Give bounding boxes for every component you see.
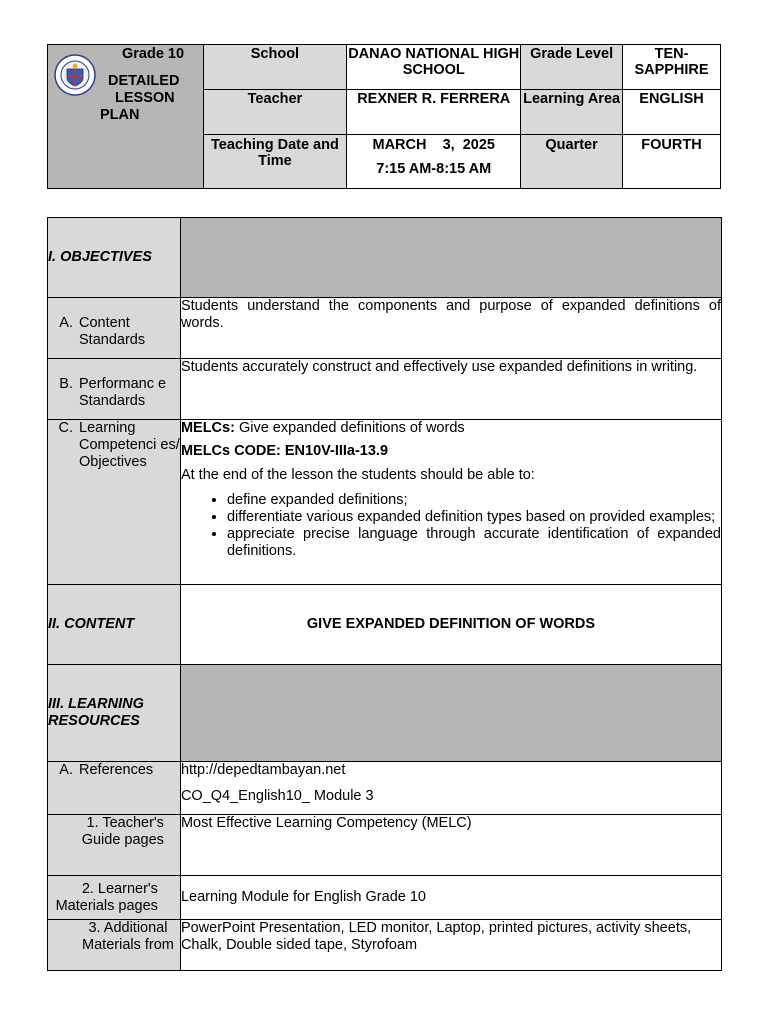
objectives-list	[181, 492, 721, 560]
list-item: • define expanded definitions;	[227, 492, 721, 509]
content-standards-label-cell	[48, 298, 181, 359]
objectives-blank-cell	[180, 218, 721, 298]
content-heading-cell	[48, 585, 181, 665]
teacher-value: REXNER R. FERRERA	[347, 90, 521, 135]
deped-seal-icon	[54, 54, 96, 96]
references-link[interactable]: http://depedtambayan.net	[180, 762, 346, 778]
grade-label: Grade 10	[122, 46, 185, 62]
quarter-value: FOURTH	[623, 135, 721, 189]
references-label: References	[79, 762, 154, 778]
performance-standards-text: Students accurately construct and effectively use expanded definitions in writing.	[180, 359, 721, 420]
objectives-intro: At the end of the lesson the students should be able to:	[180, 467, 535, 483]
date-label: Teaching Date and Time	[203, 135, 347, 189]
teacher-guide-value: Most Effective Learning Competency (MELC)	[180, 815, 721, 876]
date-value: MARCH 3, 2025	[372, 137, 495, 153]
quarter-label: Quarter	[521, 135, 623, 189]
lesson-table	[47, 217, 722, 971]
references-module: CO_Q4_English10_ Module 3	[180, 788, 374, 804]
additional-materials-label: 3. Additional Materials from	[48, 920, 181, 971]
content-standards-text: Students understand the components and purpose of expanded definitions of words.	[180, 298, 721, 359]
additional-materials-value: PowerPoint Presentation, LED monitor, Laptop, printed pictures, activity sheets, Chalk, Double sided tape, Styrofoam	[180, 920, 721, 971]
learning-area-value: ENGLISH	[623, 90, 721, 135]
plan-title: DETAILED LESSON PLAN	[100, 73, 180, 123]
teacher-label: Teacher	[203, 90, 347, 135]
resources-heading-cell	[48, 665, 181, 762]
content-heading: II. CONTENT	[48, 616, 135, 632]
competencies-letter: C.	[58, 420, 73, 436]
grade-level-label: Grade Level	[521, 45, 623, 90]
content-standards-letter: A.	[59, 315, 73, 331]
performance-standards-label: Performanc e Standards	[79, 376, 167, 409]
content-standards-label: Content Standards	[79, 315, 146, 348]
melcs-code: MELCs CODE: EN10V-IIIa-13.9	[180, 443, 389, 459]
performance-standards-letter: B.	[59, 376, 73, 392]
school-value: DANAO NATIONAL HIGH SCHOOL	[347, 45, 521, 90]
school-label: School	[203, 45, 347, 90]
objectives-heading: I. OBJECTIVES	[48, 249, 152, 265]
logo-cell	[48, 45, 204, 189]
time-value: 7:15 AM-8:15 AM	[376, 161, 492, 177]
grade-level-value: TEN-SAPPHIRE	[623, 45, 721, 90]
objectives-heading-cell	[48, 218, 181, 298]
competencies-cell	[180, 420, 721, 585]
melcs-line: MELCs: Give expanded definitions of words	[180, 420, 465, 436]
date-time-cell	[347, 135, 521, 189]
references-letter: A.	[59, 762, 73, 778]
performance-standards-label-cell	[48, 359, 181, 420]
teacher-guide-label: 1. Teacher's Guide pages	[48, 815, 181, 876]
learner-materials-label: 2. Learner's Materials pages	[48, 876, 181, 920]
references-cell	[180, 762, 721, 815]
learning-area-label: Learning Area	[521, 90, 623, 135]
list-item: • differentiate various expanded definition types based on provided examples;	[227, 509, 721, 526]
competencies-label-cell	[48, 420, 181, 585]
resources-blank-cell	[180, 665, 721, 762]
references-label-cell	[48, 762, 181, 815]
learner-materials-value: Learning Module for English Grade 10	[180, 876, 721, 920]
competencies-label: Learning Competenci es/ Objectives	[79, 420, 180, 470]
list-item: • appreciate precise language through accurate identification of expanded definitions.	[227, 526, 721, 560]
resources-heading: III. LEARNING RESOURCES	[48, 696, 144, 729]
header-table	[47, 44, 721, 189]
content-topic: GIVE EXPANDED DEFINITION OF WORDS	[180, 585, 721, 665]
